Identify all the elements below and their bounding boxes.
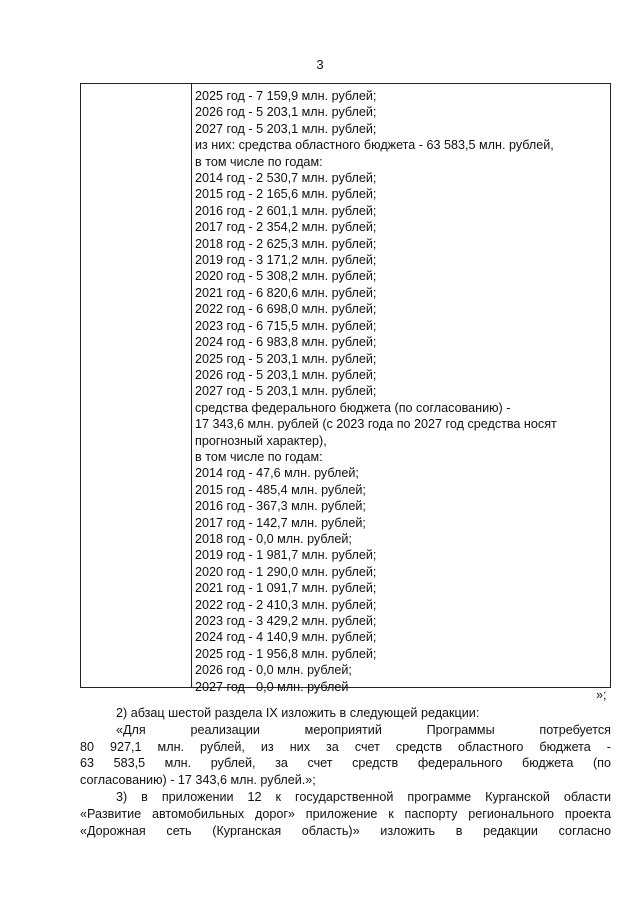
table-line: 2023 год - 3 429,2 млн. рублей; <box>195 614 377 628</box>
funding-table <box>80 83 611 694</box>
table-line: 2021 год - 1 091,7 млн. рублей; <box>195 581 377 596</box>
table-line: 2021 год - 6 820,6 млн. рублей; <box>195 285 377 300</box>
table-line: из них: средства областного бюджета - 63 583,5 млн. рублей, <box>195 138 554 153</box>
table-line: 2022 год - 6 698,0 млн. рублей; <box>195 302 377 317</box>
paragraph-line: согласованию) - 17 343,6 млн. рублей.»; <box>80 773 316 788</box>
table-line: прогнозный характер), <box>195 433 327 448</box>
table-line: 2026 год - 5 203,1 млн. рублей; <box>195 105 377 120</box>
table-line: 2027 год - 5 203,1 млн. рублей; <box>195 384 377 399</box>
table-line: 2020 год - 1 290,0 млн. рублей; <box>195 564 377 579</box>
table-line: 2026 год - 5 203,1 млн. рублей; <box>195 367 377 382</box>
table-line: 2018 год - 2 625,3 млн. рублей; <box>195 236 377 251</box>
table-line: 2027 год - 5 203,1 млн. рублей; <box>195 121 377 136</box>
table-line: 2020 год - 5 308,2 млн. рублей; <box>195 269 377 284</box>
table-line: 2025 год - 7 159,9 млн. рублей; <box>195 89 377 103</box>
paragraph-line: 80 927,1 млн. рублей, из них за счет средств областного бюджета - <box>80 739 611 754</box>
table-line: в том числе по годам: <box>195 154 323 169</box>
table-line: 2022 год - 2 410,3 млн. рублей; <box>195 597 377 612</box>
amendment-text <box>80 705 611 839</box>
table-line: 2027 год - 0,0 млн. рублей <box>195 679 349 694</box>
table-line: 2017 год - 2 354,2 млн. рублей; <box>195 220 377 235</box>
table-line: средства федерального бюджета (по согласованию) - <box>195 400 511 415</box>
table-line: 2019 год - 1 981,7 млн. рублей; <box>195 548 377 563</box>
table-line: 2016 год - 367,3 млн. рублей; <box>195 499 366 514</box>
paragraph-line: «Развитие автомобильных дорог» приложение к паспорту регионального проекта <box>80 806 611 821</box>
table-line: 2014 год - 2 530,7 млн. рублей; <box>195 171 377 186</box>
table-column-divider <box>191 84 192 687</box>
table-line: 2023 год - 6 715,5 млн. рублей; <box>195 318 377 333</box>
table-line: 2024 год - 6 983,8 млн. рублей; <box>195 335 377 350</box>
paragraph-line: «Дорожная сеть (Курганская область)» изложить в редакции согласно <box>80 823 611 838</box>
table-line: 2015 год - 485,4 млн. рублей; <box>195 482 366 497</box>
table-line: 2014 год - 47,6 млн. рублей; <box>195 466 359 481</box>
table-line: 17 343,6 млн. рублей (с 2023 года по 2027 год средства носят <box>195 417 557 432</box>
table-line: 2015 год - 2 165,6 млн. рублей; <box>195 187 377 202</box>
table-line: в том числе по годам: <box>195 449 323 464</box>
table-line: 2025 год - 5 203,1 млн. рублей; <box>195 351 377 366</box>
table-line: 2024 год - 4 140,9 млн. рублей; <box>195 630 377 645</box>
table-line: 2025 год - 1 956,8 млн. рублей; <box>195 646 377 661</box>
table-line: 2016 год - 2 601,1 млн. рублей; <box>195 203 377 218</box>
table-line: 2019 год - 3 171,2 млн. рублей; <box>195 253 377 268</box>
paragraph-line: 2) абзац шестой раздела IX изложить в следующей редакции: <box>116 706 480 720</box>
closing-quote: »; <box>596 688 607 702</box>
page-number: 3 <box>316 57 324 72</box>
table-line: 2026 год - 0,0 млн. рублей; <box>195 663 352 678</box>
paragraph-line: «Для реализации мероприятий Программы потребуется <box>116 722 611 737</box>
table-line: 2018 год - 0,0 млн. рублей; <box>195 531 352 546</box>
table-line: 2017 год - 142,7 млн. рублей; <box>195 515 366 530</box>
paragraph-line: 63 583,5 млн. рублей, за счет средств федерального бюджета (по <box>80 756 611 771</box>
funding-details-cell <box>195 88 602 695</box>
paragraph-line: 3) в приложении 12 к государственной программе Курганской области <box>116 789 611 804</box>
